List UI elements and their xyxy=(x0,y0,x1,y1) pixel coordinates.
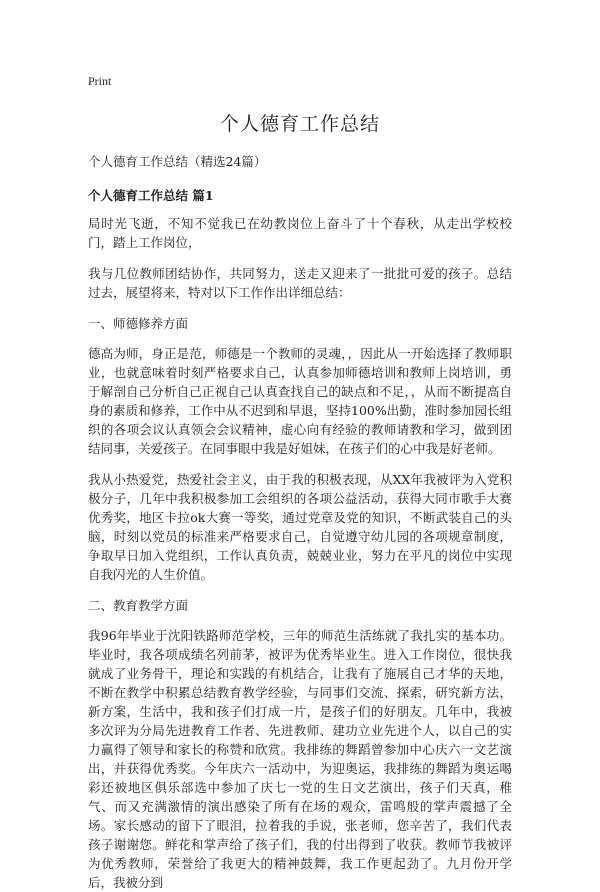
subheading-ethics: 一、师德修养方面 xyxy=(88,316,189,331)
print-link[interactable]: Print xyxy=(88,74,112,88)
paragraph-ethics: 德高为师，身正是范，师德是一个教师的灵魂，，因此从一开始选择了教师职业，也就意味着时刻严格要求自己，认真参加师德培训和教师上岗培训，勇于解剖自己分析自己正视自己认真查找自己的缺点和不足，，从而不断提高自身的素质和修养，工作中从不迟到和早退，坚持100%出勤，准时参加园长组织的各项会议认真领会会议精神，虚心向有经验的教师请教和学习，做到团结同事，关爱孩子。在同事眼中我是好姐妹，在孩子们的心中我是好老师。 xyxy=(88,346,512,456)
paragraph-party: 我从小热爱党，热爱社会主义，由于我的积极表现，从XX年我被评为入党积极分子，几年中我积极参加工会组织的各项公益活动，获得大同市歌手大赛优秀奖，地区卡拉ok大赛一等奖，通过党章及党的知识，不断武装自己的头脑，时刻以党员的标准来严格要求自己，自觉遵守幼儿园的各项规章制度，争取早日加入党组织，工作认真负责，兢兢业业，努力在平凡的岗位中实现自我闪光的人生价值。 xyxy=(88,472,512,582)
section-heading: 个人德育工作总结 篇1 xyxy=(88,188,214,203)
paragraph-intro: 局时光飞逝，不知不觉我已在幼教岗位上奋斗了十个春秋，从走出学校校门，踏上工作岗位， xyxy=(88,216,512,250)
document-title: 个人德育工作总结 xyxy=(219,113,380,135)
document-subtitle: 个人德育工作总结（精选24篇） xyxy=(88,154,267,169)
paragraph-summary: 我与几位教师团结协作，共同努力，送走又迎来了一批批可爱的孩子。总结过去，展望将来，特对以下工作作出详细总结： xyxy=(88,266,512,300)
subheading-teaching: 二、教育教学方面 xyxy=(88,598,189,613)
paragraph-teaching: 我96年毕业于沈阳铁路师范学校，三年的师范生活练就了我扎实的基本功。毕业时，我各项成绩名列前茅，被评为优秀毕业生。进入工作岗位，很快我就成了业务骨干，理论和实践的有机结合，让我有了施展自己才华的天地，不断在教学中积累总结教育教学经验，与同事们交流、探索，研究新方法，新方案，生活中，我和孩子们打成一片，是孩子们的好朋友。几年中，我被多次评为分局先进教育工作者、先进教师、建功立业先进个人，以自己的实力赢得了领导和家长的称赞和欣赏。我排练的舞蹈曾参加中心庆六一文艺演出，并获得优秀奖。今年庆六一活动中，为迎奥运，我排练的舞蹈为奥运喝彩还被地区俱乐部选中参加了庆七一党的生日文艺演出，孩子们天真，稚气、而又充满激情的演出感染了所有在场的观众，雷鸣般的掌声震撼了全场。家长感动的留下了眼泪，拉着我的手说，张老师，您辛苦了，我们代表孩子谢谢您。鲜花和掌声给了孩子们，我的付出得到了收获。教师节我被评为优秀教师，荣誉给了我更大的精神鼓舞，我工作更起劲了。九月份开学后，我被分到 xyxy=(88,628,512,890)
